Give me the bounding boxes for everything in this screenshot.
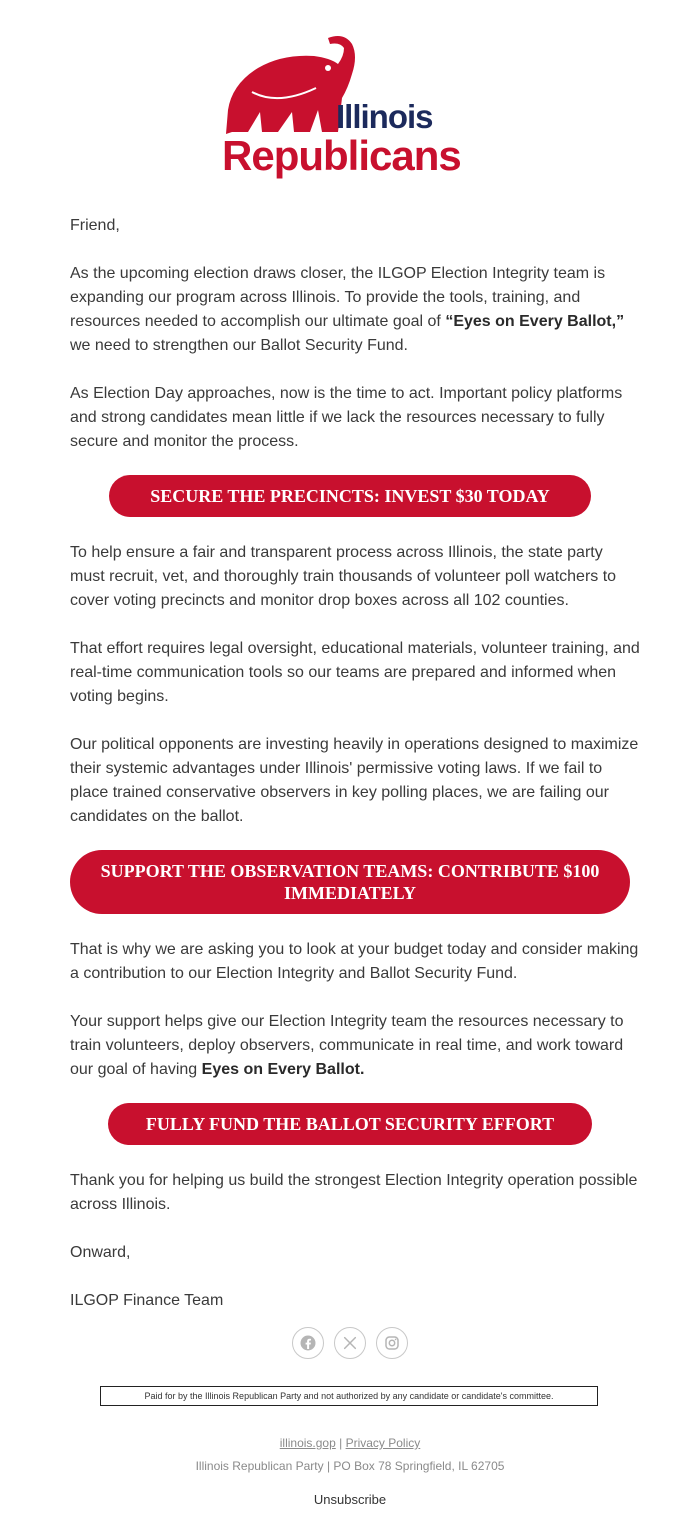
paragraph-support-text: Your support helps give our Election Integrity team the resources necessary to train volunteers, deploy observers, communicate in real time, and work toward our goal of having xyxy=(70,1013,624,1078)
footer-separator: | xyxy=(335,1436,346,1450)
social-links xyxy=(292,1327,408,1359)
paragraph-intro xyxy=(70,262,640,358)
contribute-100-button[interactable]: SUPPORT THE OBSERVATION TEAMS: CONTRIBUTE $100 IMMEDIATELY xyxy=(70,850,630,914)
paid-for-disclaimer: Paid for by the Illinois Republican Party and not authorized by any candidate or candidate's committee. xyxy=(100,1386,598,1406)
paragraph-support xyxy=(70,1010,640,1082)
website-link[interactable]: illinois.gop xyxy=(279,1436,336,1450)
fully-fund-button[interactable]: FULLY FUND THE BALLOT SECURITY EFFORT xyxy=(108,1103,592,1145)
greeting: Friend, xyxy=(70,217,120,234)
paragraph-legal-oversight: That effort requires legal oversight, educational materials, volunteer training, and real-time communication tools so our teams are prepared and informed when voting begins. xyxy=(70,640,640,705)
paragraph-thank-you: Thank you for helping us build the strongest Election Integrity operation possible across Illinois. xyxy=(70,1172,638,1213)
paragraph-intro-text-a: As the upcoming election draws closer, the ILGOP Election Integrity team is expanding our program across Illinois. To provide the tools, training, and resources needed to accomplish our ultimate goal of xyxy=(70,265,606,330)
signature: ILGOP Finance Team xyxy=(70,1292,224,1309)
unsubscribe-link[interactable]: Unsubscribe xyxy=(313,1492,387,1507)
signoff: Onward, xyxy=(70,1244,131,1261)
paragraph-intro-emphasis: “Eyes on Every Ballot,” xyxy=(445,313,625,330)
paragraph-intro-text-b: we need to strengthen our Ballot Security Fund. xyxy=(70,337,408,354)
illinois-republicans-logo xyxy=(218,34,480,184)
paragraph-support-emphasis: Eyes on Every Ballot. xyxy=(201,1061,365,1078)
logo-word-republicans: Republicans xyxy=(222,132,461,179)
privacy-policy-link[interactable]: Privacy Policy xyxy=(345,1436,421,1450)
paragraph-budget: That is why we are asking you to look at your budget today and consider making a contribution to our Election Integrity and Ballot Security Fund. xyxy=(70,941,639,982)
logo-word-illinois: Illinois xyxy=(336,98,433,135)
x-icon[interactable] xyxy=(334,1327,366,1359)
footer-links xyxy=(0,1436,700,1450)
paragraph-opponents: Our political opponents are investing heavily in operations designed to maximize their systemic advantages under Illinois' permissive voting laws. If we fail to place trained conservative observers in key polling places, we are failing our candidates on the ballot. xyxy=(70,736,639,825)
invest-30-button[interactable]: SECURE THE PRECINCTS: INVEST $30 TODAY xyxy=(109,475,591,517)
facebook-icon[interactable] xyxy=(292,1327,324,1359)
paragraph-poll-watchers: To help ensure a fair and transparent process across Illinois, the state party must recruit, vet, and thoroughly train thousands of volunteer poll watchers to cover voting precincts and monitor drop boxes across all 102 counties. xyxy=(70,544,617,609)
paragraph-election-day: As Election Day approaches, now is the time to act. Important policy platforms and strong candidates mean little if we lack the resources necessary to fully secure and monitor the process. xyxy=(70,385,623,450)
instagram-icon[interactable] xyxy=(376,1327,408,1359)
mailing-address: Illinois Republican Party | PO Box 78 Springfield, IL 62705 xyxy=(195,1459,505,1473)
